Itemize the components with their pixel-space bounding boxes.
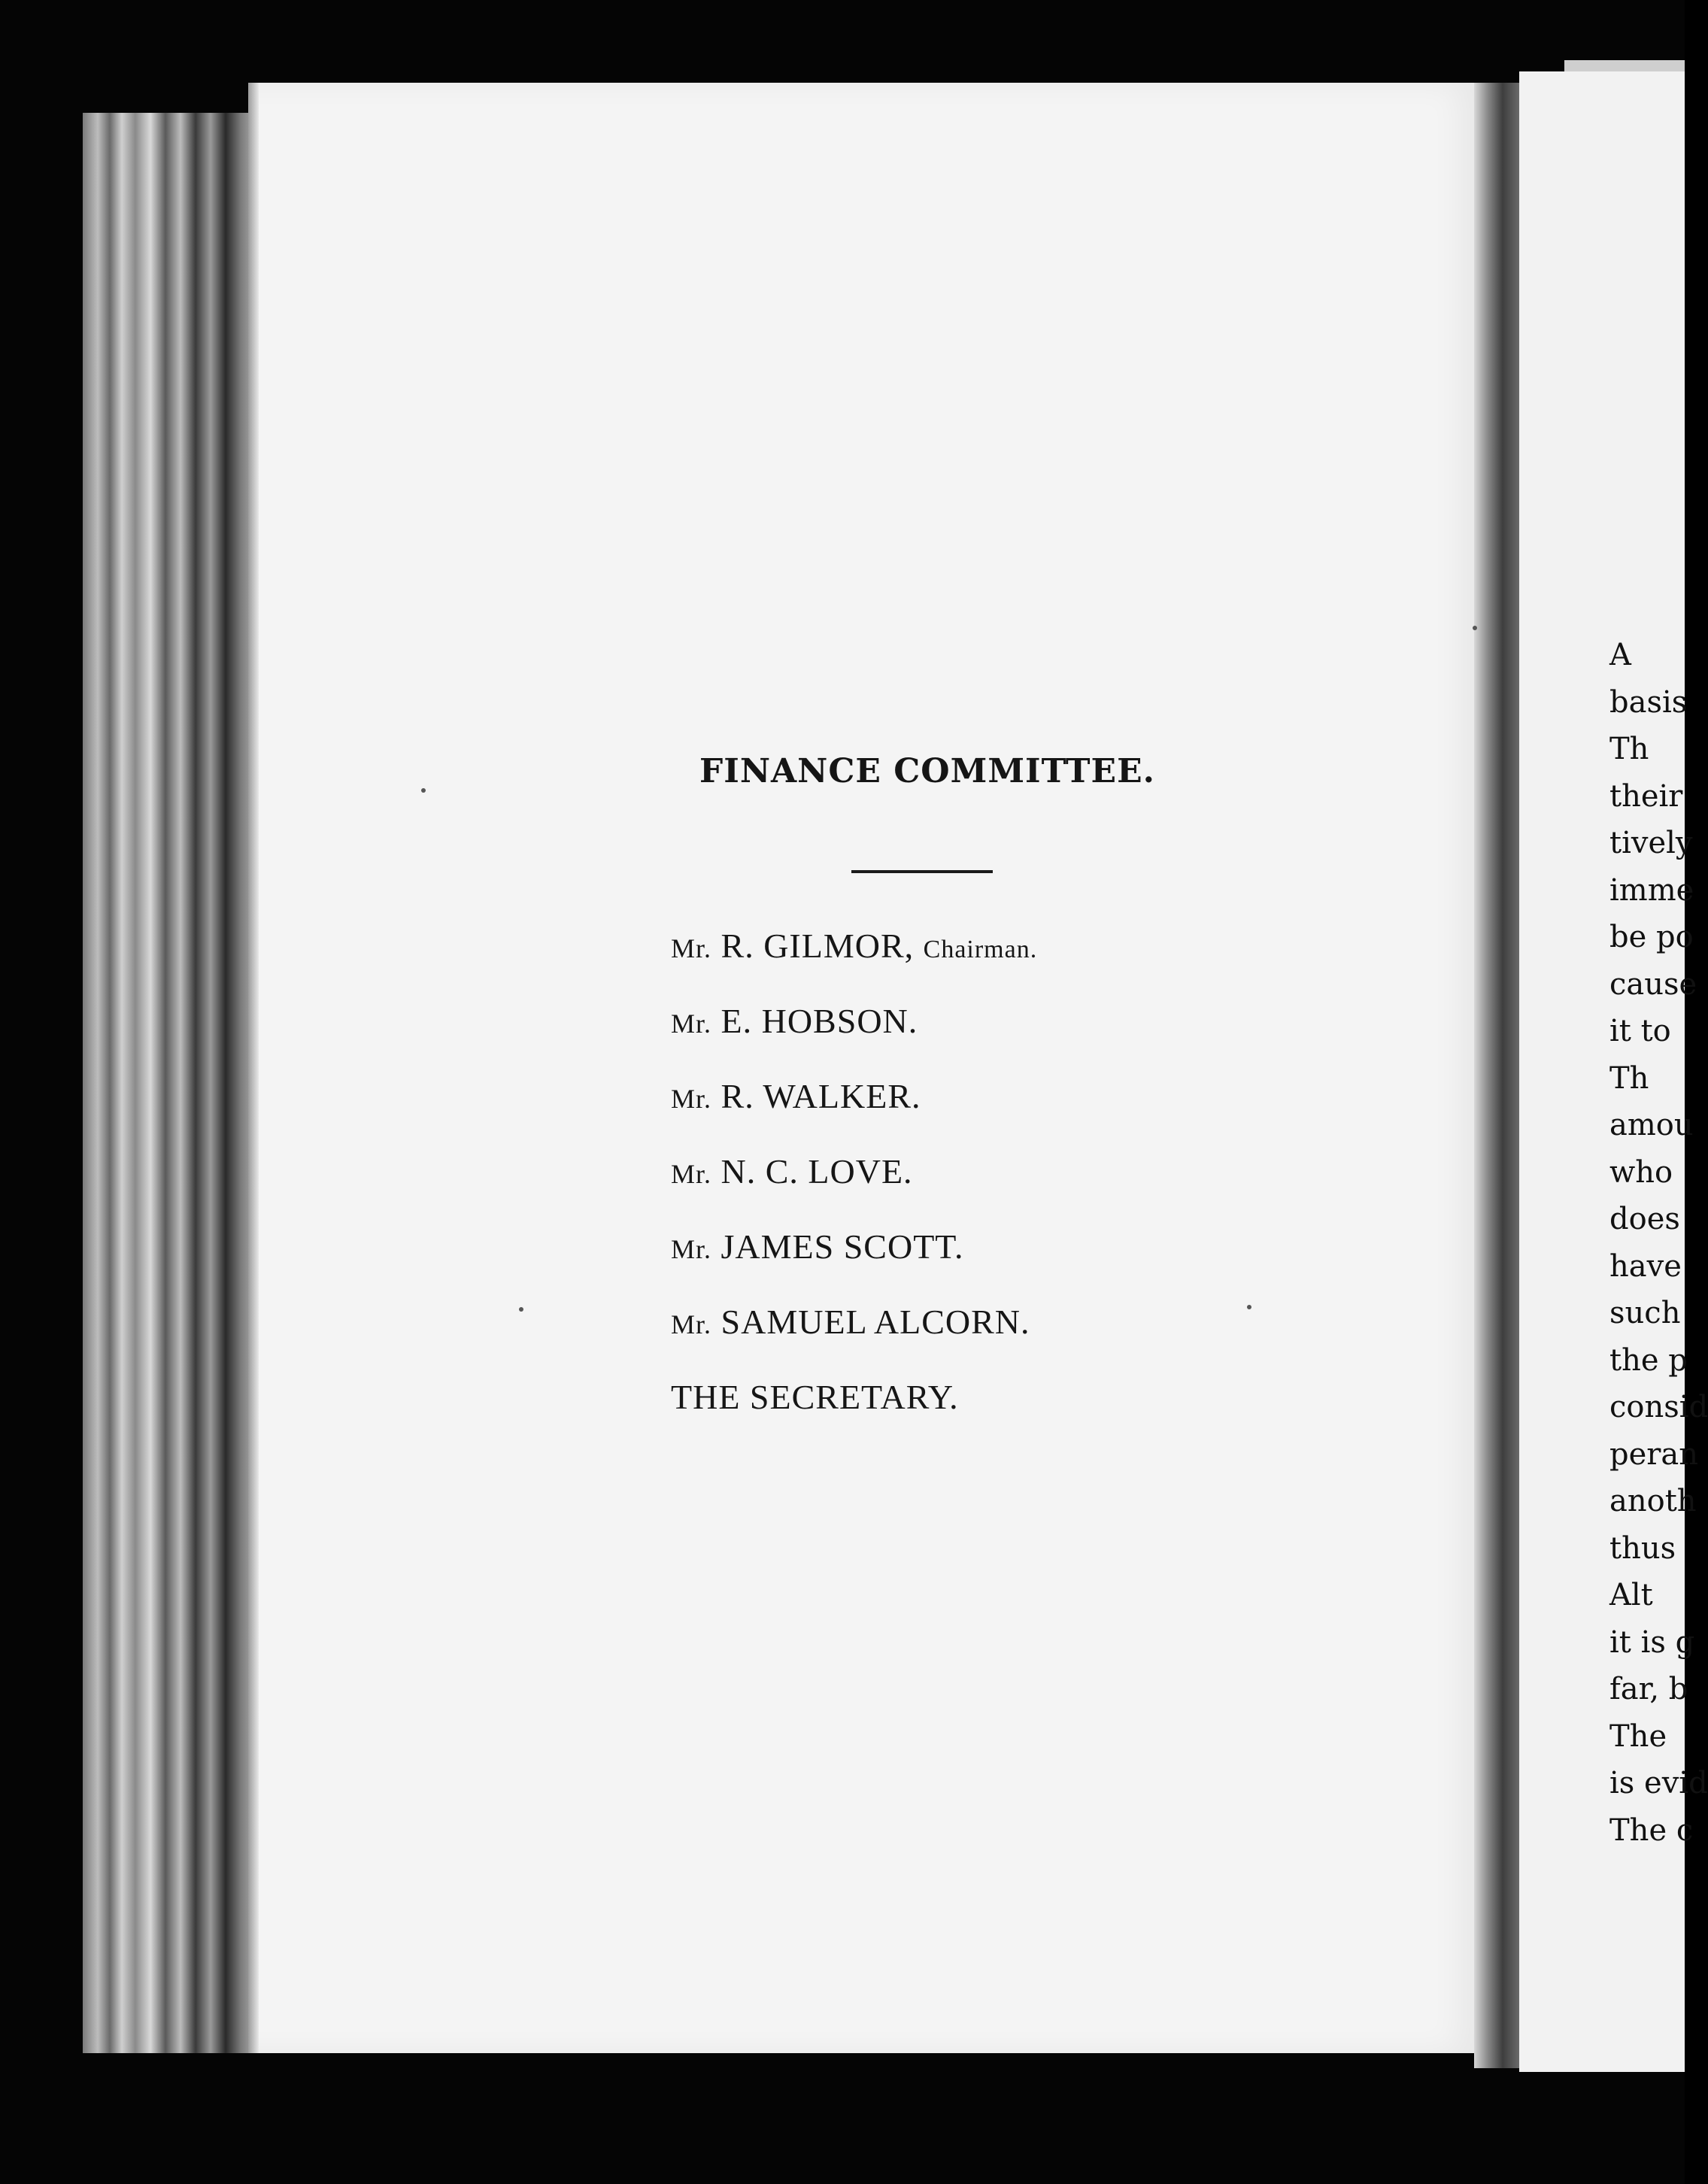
right-line: who	[1609, 1154, 1673, 1190]
member-title: Mr.	[671, 933, 712, 963]
right-line: their	[1609, 778, 1683, 814]
left-page-edge	[248, 83, 259, 2053]
member-name: R. WALKER.	[721, 1077, 921, 1115]
dust-speck	[421, 788, 426, 793]
right-line: cause	[1609, 966, 1697, 1002]
member-name: N. C. LOVE.	[721, 1152, 913, 1191]
right-line: is evid	[1609, 1766, 1708, 1800]
committee-heading: FINANCE COMMITTEE.	[699, 752, 1155, 790]
member-title: Mr.	[671, 1234, 712, 1264]
member-line	[671, 1134, 1348, 1209]
member-line	[671, 1285, 1348, 1360]
right-line: peran	[1609, 1436, 1699, 1472]
right-line: imme	[1609, 872, 1694, 908]
member-title: Mr.	[671, 1009, 712, 1039]
right-line: the p	[1609, 1342, 1688, 1378]
right-line: anoth	[1609, 1484, 1697, 1518]
member-line	[671, 984, 1348, 1059]
dust-speck	[519, 1307, 523, 1312]
right-line: thus	[1609, 1530, 1676, 1566]
right-line: far, b	[1609, 1672, 1688, 1706]
dust-speck	[1473, 626, 1477, 630]
member-line	[671, 1209, 1348, 1285]
page-stack-edges	[83, 113, 263, 2053]
member-name: E. HOBSON.	[721, 1002, 918, 1040]
right-line: Alt	[1609, 1578, 1653, 1612]
book-gutter	[1474, 83, 1519, 2068]
member-title: Mr.	[671, 1159, 712, 1189]
right-line: basis	[1609, 684, 1688, 720]
member-name: SAMUEL ALCORN.	[721, 1303, 1030, 1341]
right-line: it to	[1609, 1014, 1671, 1048]
right-line: be po	[1609, 920, 1694, 954]
right-line: The	[1609, 1718, 1667, 1754]
member-title: Mr.	[671, 1309, 712, 1339]
right-line: amou	[1609, 1108, 1694, 1142]
heading-rule	[851, 870, 993, 873]
right-line: it is g	[1609, 1624, 1695, 1660]
member-list	[671, 908, 1348, 1435]
right-line: Th	[1609, 1060, 1649, 1096]
right-line: Th	[1609, 732, 1649, 766]
right-line: consid	[1609, 1390, 1708, 1424]
member-line	[671, 1360, 1348, 1435]
dust-speck	[1247, 1305, 1251, 1309]
member-title: Mr.	[671, 1084, 712, 1114]
member-line	[671, 1059, 1348, 1134]
right-line: The c	[1609, 1812, 1694, 1848]
member-name: R. GILMOR,	[721, 927, 915, 965]
right-page-text	[1609, 632, 1708, 1854]
right-line: A	[1609, 638, 1631, 672]
right-line: such	[1609, 1296, 1681, 1330]
member-name: THE SECRETARY.	[671, 1378, 959, 1416]
right-line: tively	[1609, 826, 1693, 860]
right-line: does	[1609, 1202, 1680, 1236]
right-line: have	[1609, 1248, 1682, 1284]
member-name: JAMES SCOTT.	[721, 1227, 964, 1266]
member-role: Chairman.	[923, 936, 1038, 963]
member-line	[671, 908, 1348, 984]
